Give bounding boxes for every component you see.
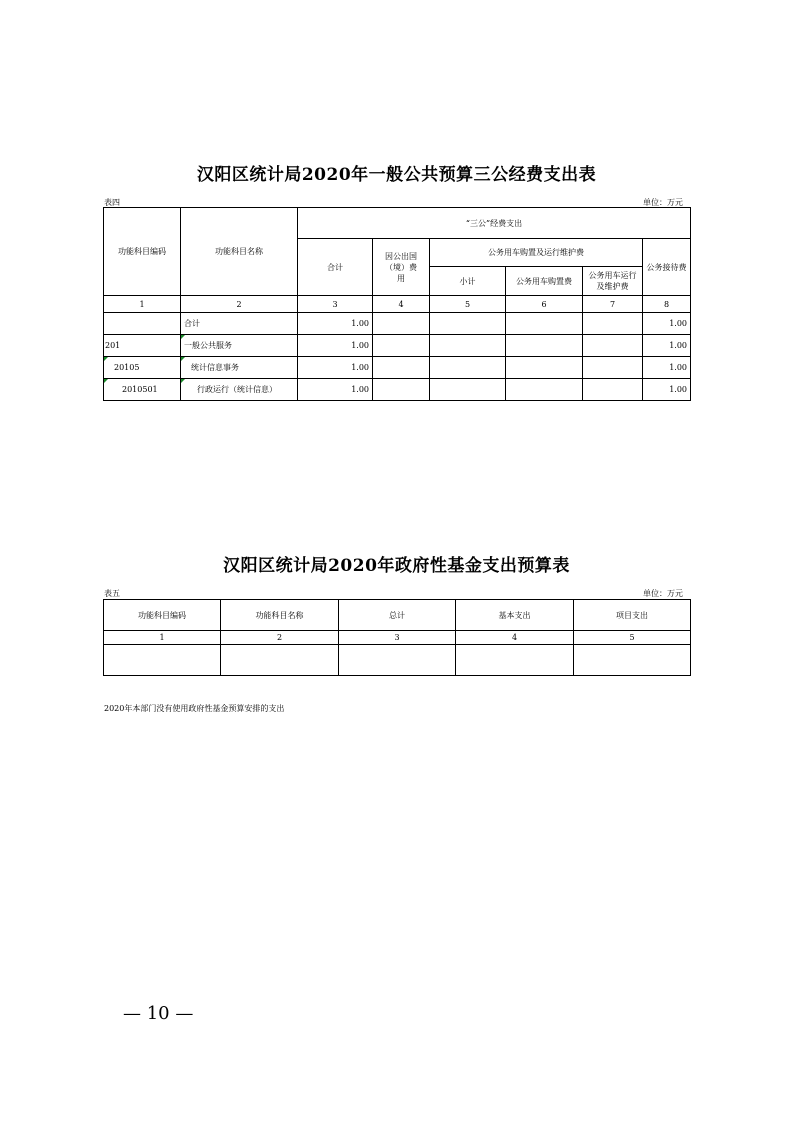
cell-abroad (373, 379, 430, 401)
table-row (104, 645, 691, 676)
cell-name: 一般公共服务 (181, 335, 298, 357)
cell-operation (583, 357, 643, 379)
footnote: 2020年本部门没有使用政府性基金预算安排的支出 (104, 704, 285, 713)
table4 (103, 207, 691, 401)
cell-total: 1.00 (298, 335, 373, 357)
index-cell: 4 (456, 631, 574, 645)
header-reception: 公务接待费 (643, 239, 691, 296)
header-abroad: 因公出国（境）费用 (373, 239, 430, 296)
cell-code: 201 (104, 335, 181, 357)
index-cell: 7 (583, 296, 643, 313)
index-cell: 3 (298, 296, 373, 313)
cell-subtotal (430, 357, 506, 379)
cell-subtotal (430, 335, 506, 357)
cell (574, 645, 691, 676)
cell (104, 645, 221, 676)
page-number: — 10 — (123, 1003, 194, 1024)
cell-abroad (373, 313, 430, 335)
cell-code: 20105 (104, 357, 181, 379)
table-row (104, 335, 691, 357)
cell-total: 1.00 (298, 379, 373, 401)
table5-unit: 单位：万元 (643, 589, 683, 598)
index-cell: 8 (643, 296, 691, 313)
cell-abroad (373, 357, 430, 379)
cell-purchase (506, 335, 583, 357)
header-name: 功能科目名称 (221, 600, 339, 631)
header-code: 功能科目编码 (104, 208, 181, 296)
table-row (104, 379, 691, 401)
cell-code (104, 313, 181, 335)
table5 (103, 599, 691, 676)
cell-total: 1.00 (298, 313, 373, 335)
cell-reception: 1.00 (643, 357, 691, 379)
index-cell: 6 (506, 296, 583, 313)
header-sangong: “三公”经费支出 (298, 208, 691, 239)
header-total: 合计 (298, 239, 373, 296)
table4-title: 汉阳区统计局2020年一般公共预算三公经费支出表 (196, 165, 597, 185)
header-name: 功能科目名称 (181, 208, 298, 296)
cell-name: 行政运行（统计信息） (181, 379, 298, 401)
table4-label: 表四 (104, 198, 120, 207)
index-cell: 2 (221, 631, 339, 645)
header-code: 功能科目编码 (104, 600, 221, 631)
header-purchase: 公务用车购置费 (506, 267, 583, 296)
cell-total: 1.00 (298, 357, 373, 379)
table5-label: 表五 (104, 589, 120, 598)
cell-operation (583, 313, 643, 335)
cell (339, 645, 456, 676)
cell-abroad (373, 335, 430, 357)
index-cell: 5 (430, 296, 506, 313)
header-subtotal: 小计 (430, 267, 506, 296)
header-project: 项目支出 (574, 600, 691, 631)
index-cell: 1 (104, 631, 221, 645)
index-cell: 2 (181, 296, 298, 313)
index-cell: 5 (574, 631, 691, 645)
index-cell: 4 (373, 296, 430, 313)
cell-subtotal (430, 379, 506, 401)
index-cell: 1 (104, 296, 181, 313)
table-row (104, 313, 691, 335)
table5-title: 汉阳区统计局2020年政府性基金支出预算表 (223, 556, 570, 576)
cell-purchase (506, 313, 583, 335)
header-vehicle: 公务用车购置及运行维护费 (430, 239, 643, 267)
cell-reception: 1.00 (643, 379, 691, 401)
cell-purchase (506, 357, 583, 379)
cell (456, 645, 574, 676)
table4-unit: 单位：万元 (643, 198, 683, 207)
cell-operation (583, 335, 643, 357)
index-cell: 3 (339, 631, 456, 645)
cell-subtotal (430, 313, 506, 335)
cell (221, 645, 339, 676)
cell-operation (583, 379, 643, 401)
cell-name: 统计信息事务 (181, 357, 298, 379)
header-basic: 基本支出 (456, 600, 574, 631)
cell-code: 2010501 (104, 379, 181, 401)
cell-name: 合计 (181, 313, 298, 335)
cell-purchase (506, 379, 583, 401)
cell-reception: 1.00 (643, 313, 691, 335)
header-operation: 公务用车运行及维护费 (583, 267, 643, 296)
header-total: 总计 (339, 600, 456, 631)
cell-reception: 1.00 (643, 335, 691, 357)
table-row (104, 357, 691, 379)
